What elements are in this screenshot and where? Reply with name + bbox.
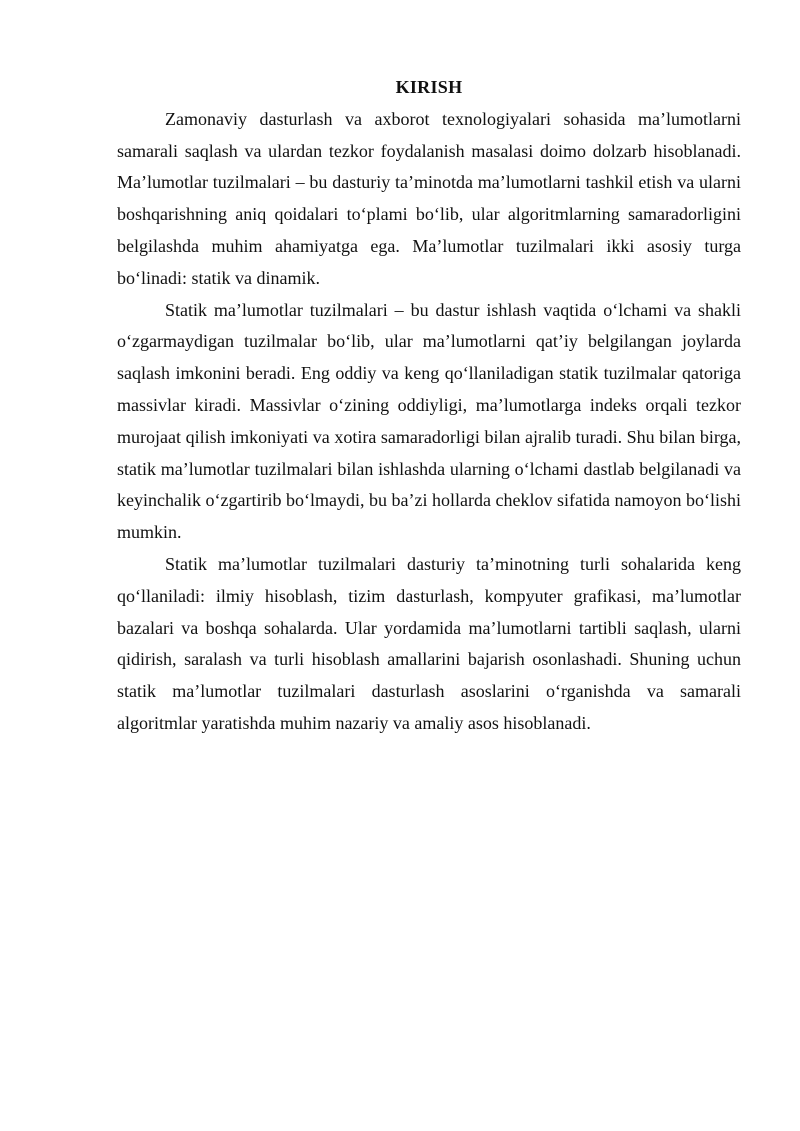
paragraph-static-structures: Statik ma’lumotlar tuzilmalari – bu dastur ishlash vaqtida o‘lchami va shakli o‘zgarmaydigan tuzilmalar bo‘lib, ular ma’lumotlarni qat’iy belgilangan joylarda saqlash imkonini beradi. Eng oddiy va keng qo‘llaniladigan statik tuzilmalar qatoriga massivlar kiradi. Massivlar o‘zining oddiyligi, ma’lumotlarga indeks orqali tezkor murojaat qilish imkoniyati va xotira samaradorligi bilan ajralib turadi. Shu bilan birga, statik ma’lumotlar tuzilmalari bilan ishlashda ularning o‘lchami dastlab belgilanadi va keyinchalik o‘zgartirib bo‘lmaydi, bu ba’zi hollarda cheklov sifatida namoyon bo‘lishi mumkin.	[117, 299, 741, 543]
section-title: KIRISH	[395, 77, 463, 97]
paragraph-applications: Statik ma’lumotlar tuzilmalari dasturiy ta’minotning turli sohalarida keng qo‘llaniladi: ilmiy hisoblash, tizim dasturlash, kompyuter grafikasi, ma’lumotlar bazalari va boshqa sohalarda. Ular yordamida ma’lumotlarni tartibli saqlash, ularni qidirish, saralash va turli hisoblash amallarini bajarish osonlashadi. Shuning uchun statik ma’lumotlar tuzilmalari dasturlash asoslarini o‘rganishda va samarali algoritmlar yaratishda muhim nazariy va amaliy asos hisoblanadi.	[117, 553, 741, 733]
document-body	[117, 72, 741, 740]
paragraph-intro: Zamonaviy dasturlash va axborot texnologiyalari sohasida ma’lumotlarni samarali saqlash va ulardan tezkor foydalanish masalasi doimo dolzarb hisoblanadi. Ma’lumotlar tuzilmalari – bu dasturiy ta’minotda ma’lumotlarni tashkil etish va ularni boshqarishning aniq qoidalari to‘plami bo‘lib, ular algoritmlarning samaradorligini belgilashda muhim ahamiyatga ega. Ma’lumotlar tuzilmalari ikki asosiy turga bo‘linadi: statik va dinamik.	[117, 108, 741, 288]
